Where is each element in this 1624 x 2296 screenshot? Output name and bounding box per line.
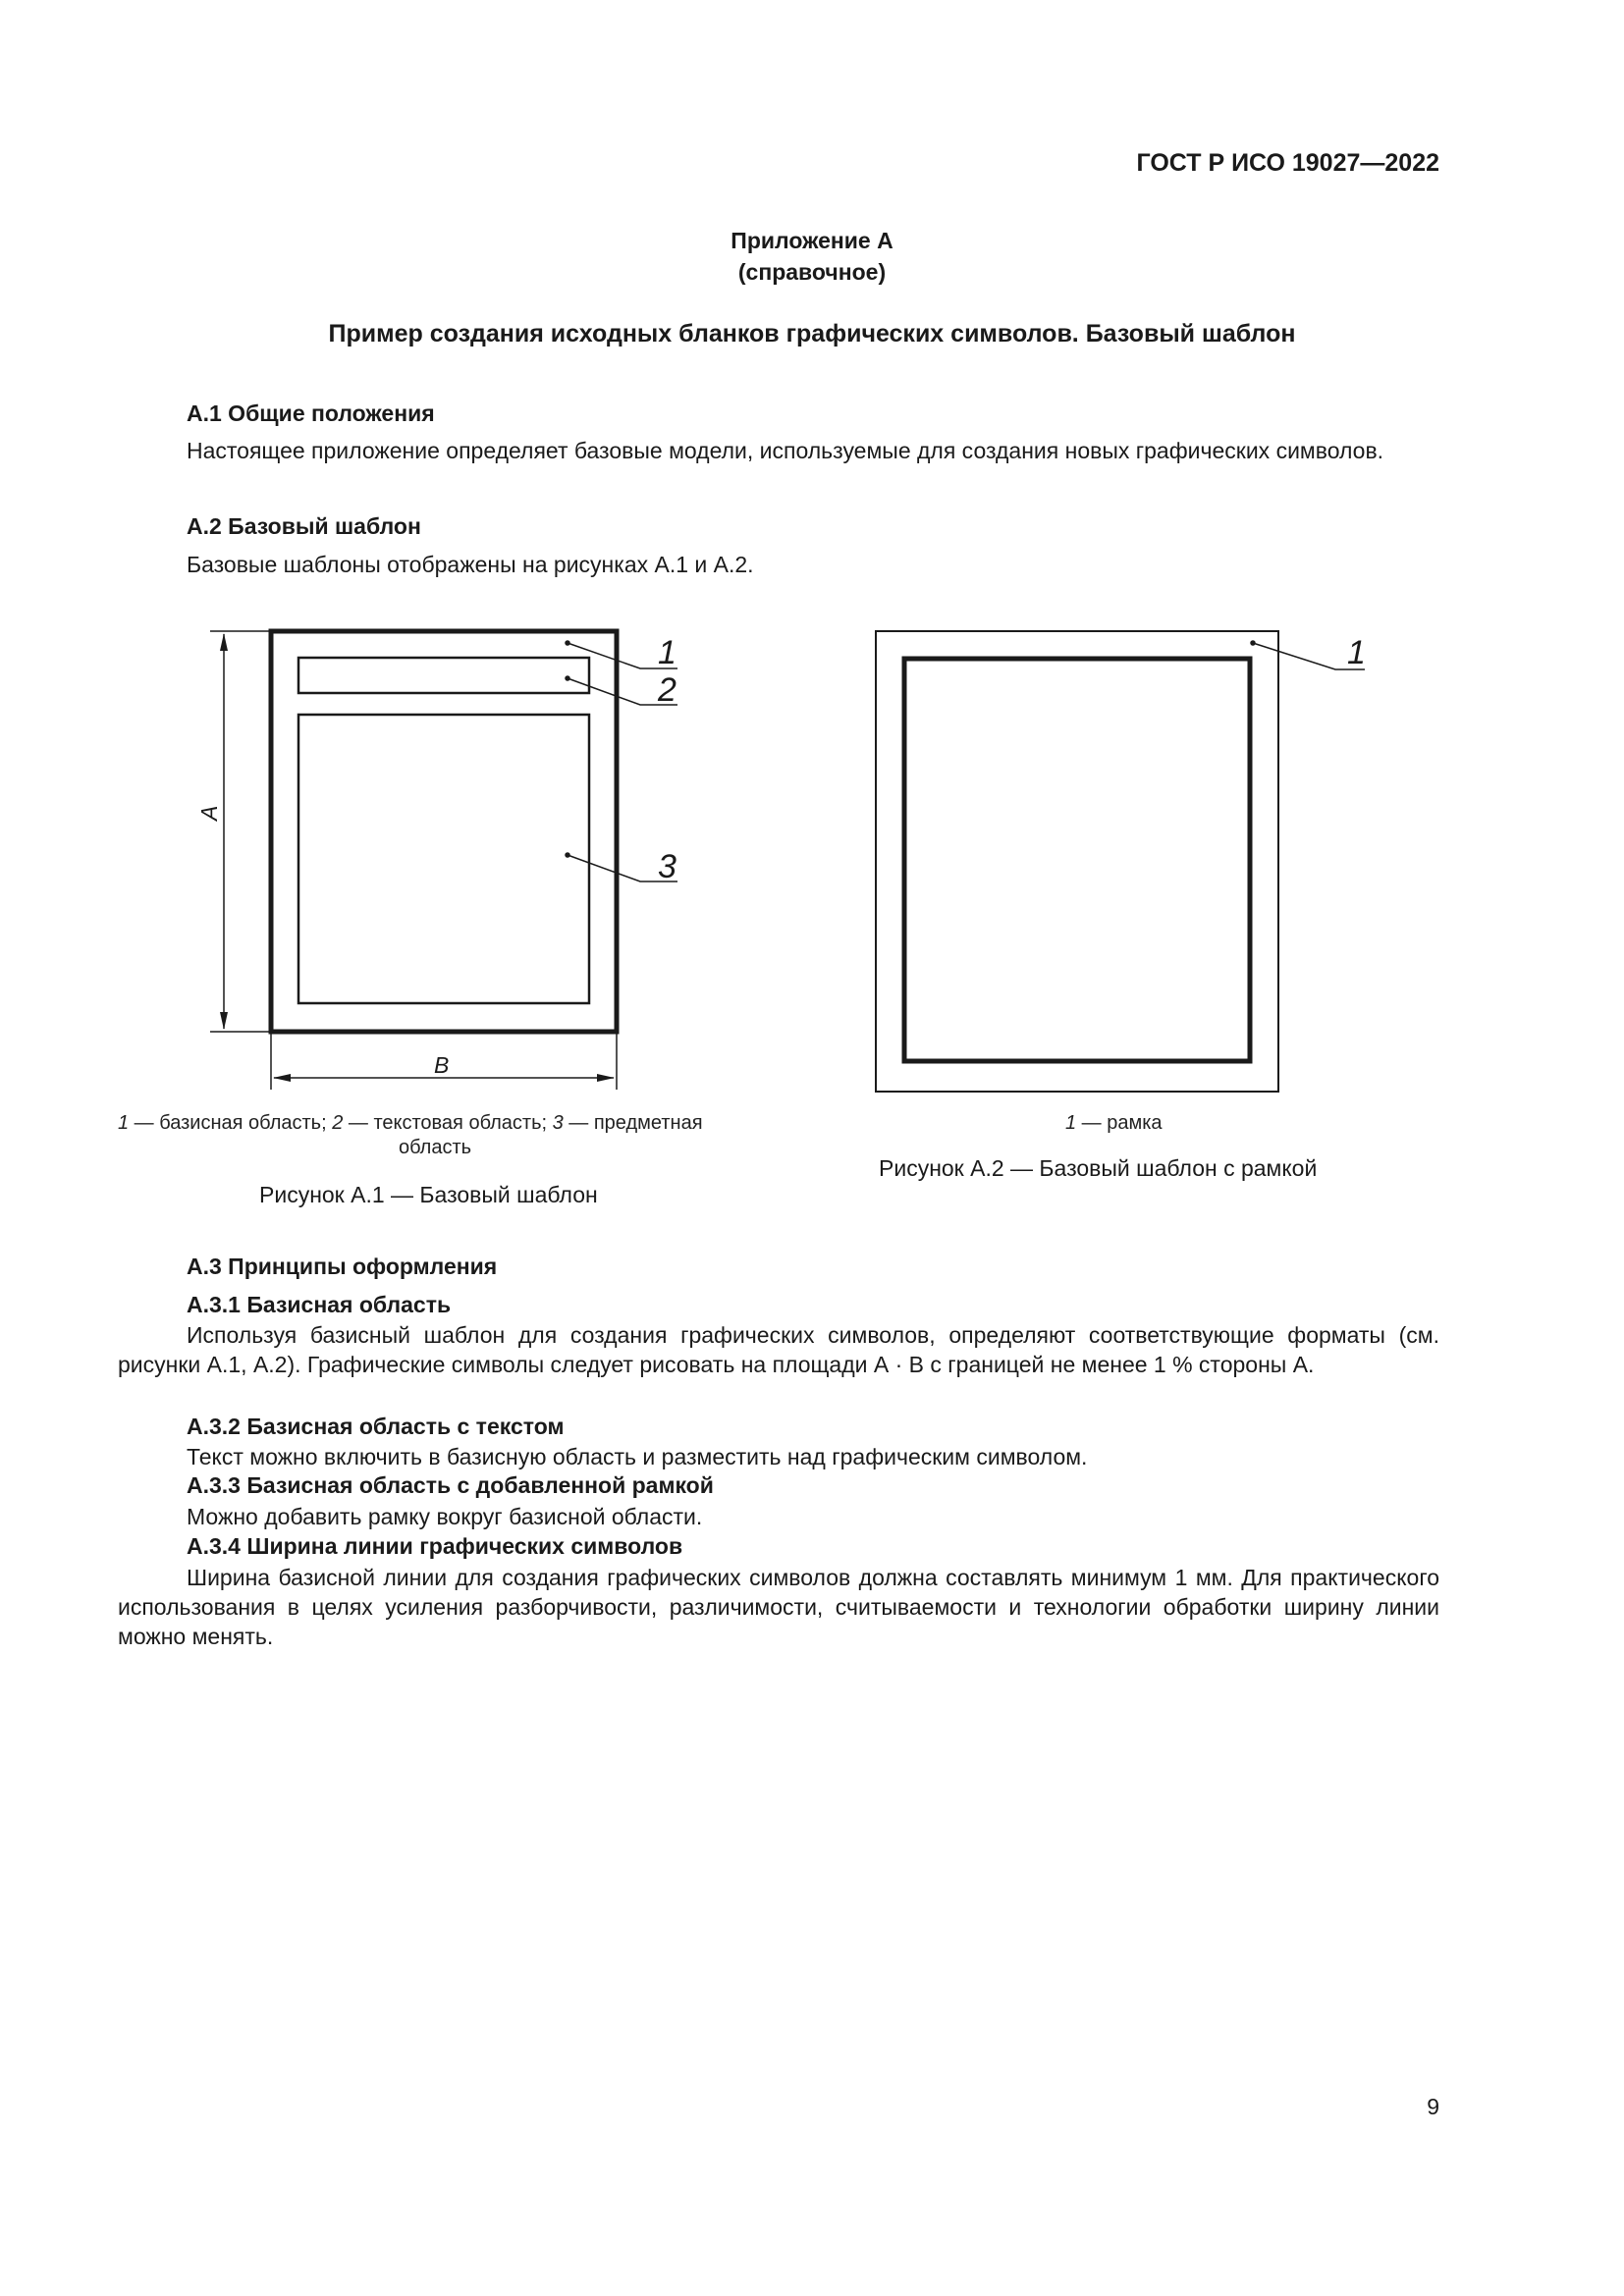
section-a34-text: Ширина базисной линии для создания графических символов должна составлять минимум 1 мм. Для практического использования в целях усиления разборчивости, различимости, считываемости и технологии обработки ширину линии можно менять. [118,1565,1439,1649]
fig1-label-2: 2 [658,671,677,709]
dim-b-arrow-right [597,1074,615,1082]
section-a32-text: Текст можно включить в базисную область и разместить над графическим символом. [187,1444,1088,1469]
fig1-dim-b-label: В [434,1052,450,1078]
fig2-legend-t1: — рамка [1076,1112,1163,1134]
dim-a-arrow-top [220,633,228,651]
fig2-caption: Рисунок А.2 — Базовый шаблон с рамкой [879,1155,1318,1181]
section-a2-text: Базовые шаблоны отображены на рисунках А.1 и А.2. [187,552,754,577]
section-a31-heading: А.3.1 Базисная область [187,1292,452,1317]
fig1-legend-n1: 1 [118,1112,130,1134]
section-a33-text: Можно добавить рамку вокруг базисной области. [187,1504,703,1529]
section-a1-text: Настоящее приложение определяет базовые модели, используемые для создания новых графических символов. [187,438,1384,463]
section-a32-heading: А.3.2 Базисная область с текстом [187,1414,565,1439]
fig2-base-area [876,631,1278,1092]
fig1-legend-line2: область [399,1137,472,1158]
fig1-legend-n2: 2 [332,1112,344,1134]
document-code: ГОСТ Р ИСО 19027—2022 [1136,149,1439,177]
dim-b-arrow-left [273,1074,291,1082]
annex-status: (справочное) [737,259,887,285]
section-a31-text: Используя базисный шаблон для создания графических символов, определяют соответствующие форматы (см. рисунки А.1, А.2). Графические символы следует рисовать на площади А · В с границей не менее 1 % стороны А. [118,1322,1439,1377]
fig1-base-area [271,631,617,1032]
fig2-frame [904,659,1250,1061]
fig1-text-area [298,658,589,693]
fig1-subject-area [298,715,589,1003]
fig1-legend-t3: — предметная [563,1112,703,1134]
fig1-legend-t1: — базисная область; [129,1112,333,1134]
fig1-caption: Рисунок А.1 — Базовый шаблон [259,1182,598,1207]
page-number: 9 [1427,2094,1439,2119]
fig1-dim-a-label: А [196,805,222,821]
fig1-legend-n3: 3 [552,1112,564,1134]
fig1-legend-t2: — текстовая область; [343,1112,553,1134]
section-a3-heading: А.3 Принципы оформления [187,1254,498,1279]
annex-title: Приложение А [731,228,893,253]
fig1-label-1: 1 [658,634,677,671]
dim-a-arrow-bottom [220,1012,228,1030]
fig2-legend [1065,1112,1163,1135]
fig1-legend-line1 [118,1112,825,1135]
fig1-label-3: 3 [658,848,677,885]
section-a1-heading: А.1 Общие положения [187,400,435,426]
section-a2-heading: А.2 Базовый шаблон [187,513,421,539]
annex-heading: Пример создания исходных бланков графических символов. Базовый шаблон [328,320,1296,347]
fig2-label-1: 1 [1347,634,1366,671]
section-a34-heading: А.3.4 Ширина линии графических символов [187,1533,683,1559]
section-a33-heading: А.3.3 Базисная область с добавленной рамкой [187,1472,714,1498]
fig2-legend-n1: 1 [1065,1112,1077,1134]
